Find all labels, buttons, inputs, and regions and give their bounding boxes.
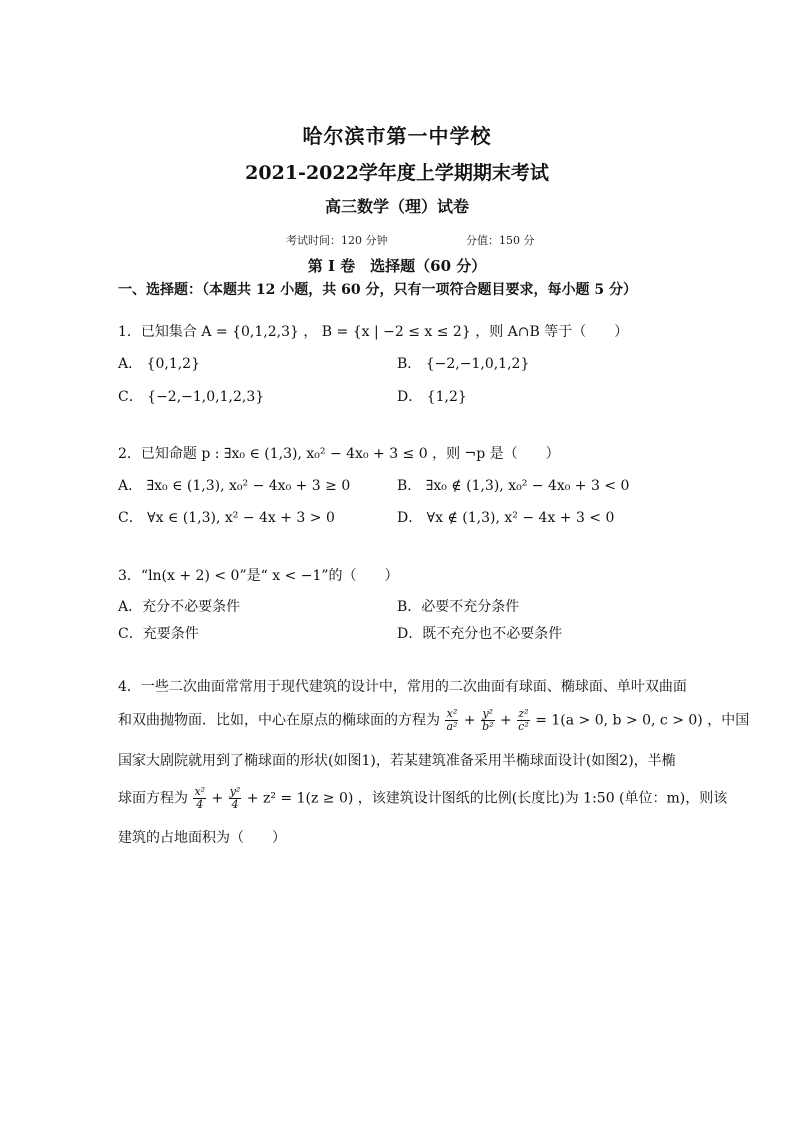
question-1-option-c: C． {−2,−1,0,1,2,3} <box>118 389 265 405</box>
exam-score: 分值：150 分 <box>466 234 535 247</box>
question-3-option-a: A．充分不必要条件 <box>118 599 241 615</box>
question-3-option-d: D．既不充分也不必要条件 <box>397 626 563 642</box>
exam-time: 考试时间：120 分钟 <box>286 234 388 247</box>
question-1-option-a: A． {0,1,2} <box>118 356 200 372</box>
half-ellipsoid-fraction-y: $\frac{\text{y²}}{4}$ <box>229 785 241 811</box>
question-4-line-5: 建筑的占地面积为（ ） <box>118 830 286 846</box>
question-1-option-b: B． {−2,−1,0,1,2} <box>397 356 530 372</box>
question-4-line-3: 国家大剧院就用到了椭球面的形状(如图1)，若某建筑准备采用半椭球面设计(如图2)，半椭 <box>118 753 676 769</box>
ellipsoid-fraction-x: $\frac{\text{x²}}{\text{a²}}$ <box>446 707 458 733</box>
question-1-stem: 1．已知集合 A = {0,1,2,3} ， B = {x | −2 ≤ x ≤ 2} ，则 A∩B 等于（ ） <box>118 324 629 340</box>
question-4-line-4: 球面方程为 $\frac{\text{x²}}{4}$ + $\frac{\text{y²}}{4}$ + z² = 1(z ≥ 0) ，该建筑设计图纸的比例(长度比)为 1:50 (单位：m)，则该 <box>118 785 728 811</box>
ellipsoid-fraction-z: $\frac{\text{z²}}{\text{c²}}$ <box>518 707 529 733</box>
question-4-line-2: 和双曲抛物面．比如，中心在原点的椭球面的方程为 $\frac{\text{x²}}{\text{a²}}$ + $\frac{\text{y²}}{\text{b²}}$ + $\frac{\text{z²}}{\text{c²}}$ = 1(a > 0, b > 0, c > 0) ，中国 <box>118 707 750 733</box>
question-4-line-2-text: 和双曲抛物面．比如，中心在原点的椭球面的方程为 <box>118 712 440 729</box>
question-2-option-c: C． ∀x ∈ (1,3), x² − 4x + 3 > 0 <box>118 510 335 526</box>
question-2-stem: 2．已知命题 p : ∃x₀ ∈ (1,3), x₀² − 4x₀ + 3 ≤ 0 ，则 ¬p 是（ ） <box>118 446 560 462</box>
question-2-option-b: B． ∃x₀ ∉ (1,3), x₀² − 4x₀ + 3 < 0 <box>397 478 630 494</box>
half-ellipsoid-fraction-x: $\frac{\text{x²}}{4}$ <box>194 785 206 811</box>
section-title: 一、选择题：（本题共 12 小题，共 60 分，只有一项符合题目要求，每小题 5 分） <box>118 282 637 298</box>
question-3-option-c: C．充要条件 <box>118 626 199 642</box>
exam-term: 2021-2022学年度上学期期末考试 <box>245 162 549 184</box>
question-3-stem: 3．“ln(x + 2) < 0”是“ x < −1”的（ ） <box>118 568 399 584</box>
exam-subject: 高三数学（理）试卷 <box>324 197 469 216</box>
volume-title: 第 I 卷 选择题（60 分） <box>307 257 487 275</box>
question-4-line-4-text: 球面方程为 <box>118 790 188 807</box>
ellipsoid-fraction-y: $\frac{\text{y²}}{\text{b²}}$ <box>482 707 494 733</box>
question-4-line-4-tail: + z² = 1(z ≥ 0) ，该建筑设计图纸的比例(长度比)为 1:50 (单位：m)，则该 <box>246 790 728 807</box>
question-4-line-2-tail: = 1(a > 0, b > 0, c > 0) ，中国 <box>535 712 750 729</box>
question-2-option-d: D． ∀x ∉ (1,3), x² − 4x + 3 < 0 <box>397 510 615 526</box>
question-3-option-b: B．必要不充分条件 <box>397 599 520 615</box>
question-1-option-d: D． {1,2} <box>397 389 467 405</box>
question-2-option-a: A． ∃x₀ ∈ (1,3), x₀² − 4x₀ + 3 ≥ 0 <box>118 478 351 494</box>
question-4-line-1: 4．一些二次曲面常常用于现代建筑的设计中，常用的二次曲面有球面、椭球面、单叶双曲面 <box>118 679 687 695</box>
school-name: 哈尔滨市第一中学校 <box>302 124 492 148</box>
